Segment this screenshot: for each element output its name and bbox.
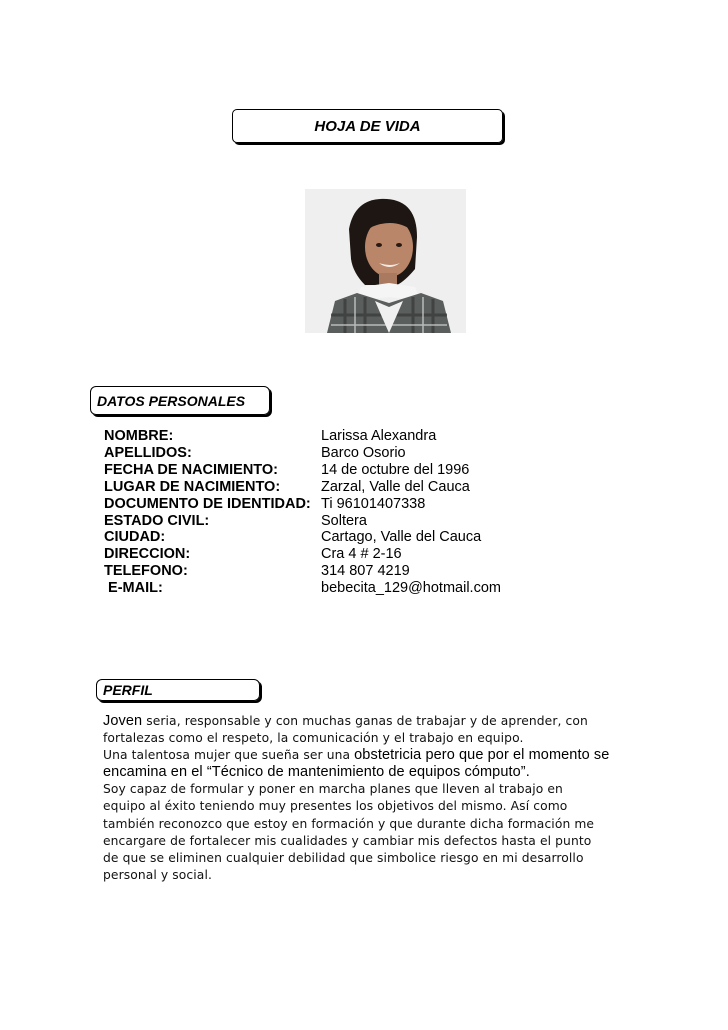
person-photo-icon [305,189,466,333]
personal-row-email [104,580,624,597]
perfil-line: equipo al éxito teniendo muy presentes los objetivos del mismo. Así como [103,799,568,814]
personal-row-apellidos [104,445,624,462]
field-label: ESTADO CIVIL: [104,512,210,529]
perfil-line: personal y social. [103,867,212,882]
personal-row-telefono [104,563,624,580]
field-label: CIUDAD: [104,529,166,546]
personal-row-nombre [104,428,624,445]
field-value: Cartago, Valle del Cauca [321,529,482,546]
perfil-line: también reconozco que estoy en formación y que durante dicha formación me [103,816,595,831]
field-label: DIRECCION: [104,546,191,563]
field-value: Ti 96101407338 [321,495,426,512]
perfil-line [103,713,643,730]
field-value: Soltera [321,512,367,529]
field-label: LUGAR DE NACIMIENTO: [104,478,281,495]
section-perfil [96,679,260,701]
section-perfil-title: PERFIL [103,682,153,698]
personal-row-lugar-nacimiento [104,479,624,496]
field-value: 314 807 4219 [321,563,410,580]
perfil-text-span: Una talentosa mujer que sueña ser una [103,748,355,763]
field-label: NOMBRE: [104,428,174,444]
perfil-line: encamina en el “Técnico de mantenimiento de equipos cómputo”. [103,764,530,781]
field-value: Barco Osorio [321,444,406,461]
personal-row-direccion [104,546,624,563]
field-label: APELLIDOS: [104,444,192,461]
personal-row-ciudad [104,529,624,546]
field-label: TELEFONO: [104,563,188,580]
personal-data-list [104,428,624,597]
field-value: Larissa Alexandra [321,428,437,444]
personal-row-documento [104,496,624,513]
perfil-line: fortalezas como el respeto, la comunicación y el trabajo en equipo. [103,731,524,746]
field-value: Cra 4 # 2-16 [321,546,402,563]
perfil-line: Soy capaz de formular y poner en marcha planes que lleven al trabajo en [103,782,563,797]
profile-photo [305,189,466,333]
personal-row-fecha-nacimiento [104,462,624,479]
page-title [232,109,503,143]
field-label: E-MAIL: [104,580,163,597]
section-datos-personales-title: DATOS PERSONALES [97,392,246,409]
page-title-text: HOJA DE VIDA [314,117,421,135]
field-label: DOCUMENTO DE IDENTIDAD: [104,495,311,512]
perfil-text-span: Joven [103,713,143,729]
perfil-line [103,747,643,764]
field-value: 14 de octubre del 1996 [321,461,470,478]
field-value: bebecita_129@hotmail.com [321,580,501,597]
perfil-text-span: seria, responsable y con muchas ganas de trabajar y de aprender, con [142,714,588,728]
perfil-line: encargare de fortalecer mis cualidades y cambiar mis defectos hasta el punto [103,833,592,848]
perfil-paragraph [103,713,643,884]
field-value: Zarzal, Valle del Cauca [321,478,470,495]
section-datos-personales [90,386,270,415]
field-label: FECHA DE NACIMIENTO: [104,461,278,478]
perfil-line: de que se eliminen cualquier debilidad que simbolice riesgo en mi desarrollo [103,850,584,865]
personal-row-estado-civil [104,513,624,530]
perfil-text-span: obstetricia pero que por el momento se [354,747,610,764]
